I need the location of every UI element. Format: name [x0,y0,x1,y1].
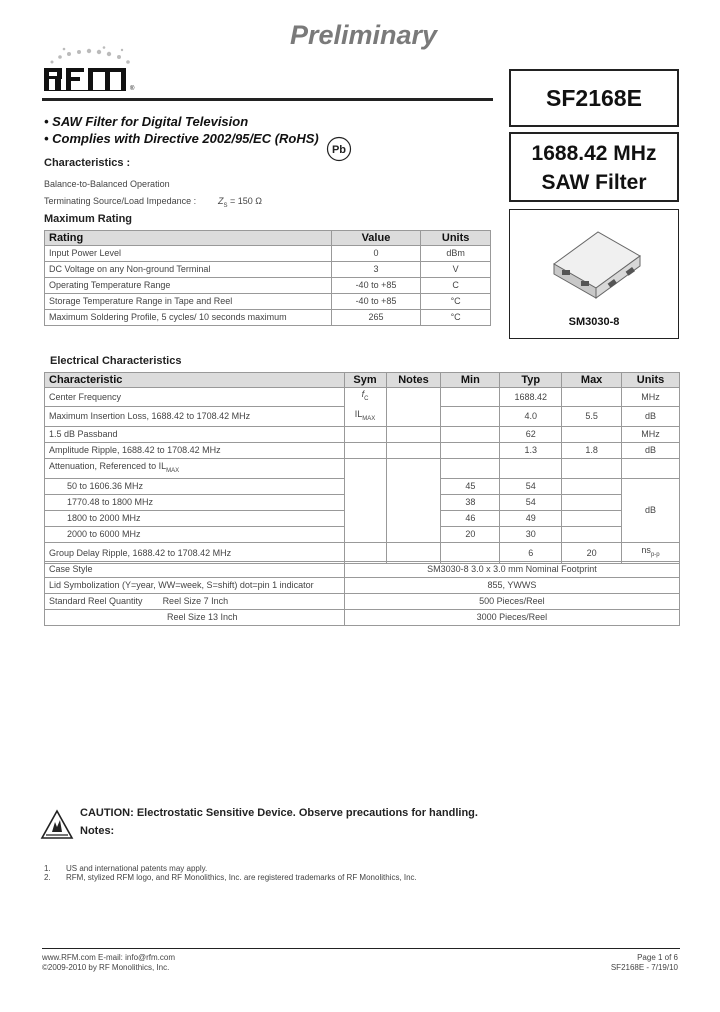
units-cell: MHz [622,388,680,407]
sym-ilmax: IL [354,408,363,419]
attenuation-range: 50 to 1606.36 MHz [45,479,345,495]
max-cell: 5.5 [562,407,622,426]
footer-copyright: ©2009-2010 by RF Monolithics, Inc. [42,963,170,972]
rfm-logo [42,46,142,94]
max-cell [562,479,622,495]
min-cell: 46 [441,511,500,527]
logo-registered-mark: ® [130,86,135,92]
col-value: Value [331,231,421,246]
footnote-2 [44,873,417,882]
footer-web[interactable]: www.RFM.com E-mail: info@rfm.com [42,953,176,962]
electrical-table [44,372,680,564]
rating-cell: Maximum Soldering Profile, 5 cycles/ 10 seconds maximum [45,310,332,326]
min-cell [441,407,500,426]
table-row [45,594,680,610]
typ-cell [500,458,562,479]
filter-type: SAW Filter [541,171,647,194]
footnote-text: US and international patents may apply. [66,864,208,873]
case-style-label: Case Style [45,562,345,578]
typ-cell: 30 [500,527,562,543]
part-number: SF2168E [546,85,642,111]
max-rating-header-row [45,231,491,246]
max-cell: 1.8 [562,442,622,458]
typ-cell: 1.3 [500,442,562,458]
group-delay-label: Group Delay Ripple, 1688.42 to 1708.42 MHz [45,543,345,564]
impedance-symbol: Z [218,196,224,206]
notes-cell [386,458,441,543]
rating-cell: DC Voltage on any Non-ground Terminal [45,262,332,278]
min-cell [441,458,500,479]
characteristics-title: Characteristics : [44,157,131,169]
table-row [45,246,491,262]
attenuation-range: 1770.48 to 1800 MHz [45,495,345,511]
header-rule [42,98,493,101]
units-cell [622,458,680,479]
reel-13-value: 3000 Pieces/Reel [344,610,679,626]
impedance-rest: = 150 Ω [227,196,263,206]
col-units: Units [622,373,680,388]
min-cell: 20 [441,527,500,543]
units-cell: dB [622,442,680,458]
notes-cell [386,442,441,458]
caution-text: CAUTION: Electrostatic Sensitive Device. Observe precautions for handling. [80,807,478,819]
bullet-saw-filter: • SAW Filter for Digital Television [44,114,249,129]
col-units: Units [421,231,491,246]
notes-cell [386,388,441,427]
sym-cell [344,442,386,458]
reel-size-13: Reel Size 13 Inch [45,610,345,626]
impedance-value [218,196,262,209]
sym-cell [344,388,386,427]
typ-cell: 62 [500,426,562,442]
lid-symbolization-label: Lid Symbolization (Y=year, WW=week, S=shift) dot=pin 1 indicator [45,578,345,594]
units-cell: MHz [622,426,680,442]
attenuation-range: 2000 to 6000 MHz [45,527,345,543]
value-cell: 265 [331,310,421,326]
col-characteristic: Characteristic [45,373,345,388]
value-cell: -40 to +85 [331,294,421,310]
attenuation-units: dB [622,479,680,543]
col-rating: Rating [45,231,332,246]
typ-cell: 1688.42 [500,388,562,407]
max-cell [562,388,622,407]
sym-cell [344,458,386,543]
case-style-value: SM3030-8 3.0 x 3.0 mm Nominal Footprint [344,562,679,578]
footnote-number: 1. [44,864,51,873]
insertion-loss-label: Maximum Insertion Loss, 1688.42 to 1708.42 MHz [45,407,345,426]
min-cell: 45 [441,479,500,495]
col-sym: Sym [344,373,386,388]
min-cell [441,426,500,442]
sym-ilmax-sub: MAX [362,415,376,422]
package-label: SM3030-8 [568,316,620,328]
sym-fc: f [361,389,365,399]
max-rating-table [44,230,491,326]
units-cell: dB [622,407,680,426]
table-row [45,262,491,278]
part-number-box [509,69,679,127]
bullet-rohs: • Complies with Directive 2002/95/EC (RoHS) [44,131,319,146]
footer-page: Page 1 of 6 [637,953,678,962]
col-max: Max [562,373,622,388]
attenuation-label [45,458,345,479]
typ-cell: 54 [500,479,562,495]
col-typ: Typ [500,373,562,388]
table-row [45,426,680,442]
sym-fc-sub: C [364,395,369,402]
lead-free-icon [326,136,352,162]
units-cell: °C [421,310,491,326]
reel-7-value: 500 Pieces/Reel [344,594,679,610]
min-cell [441,442,500,458]
attenuation-label-sub: MAX [166,467,180,474]
units-cell: C [421,278,491,294]
reel-size-7: Reel Size 7 Inch [162,596,229,606]
passband-label: 1.5 dB Passband [45,426,345,442]
typ-cell: 4.0 [500,407,562,426]
table-row [45,562,680,578]
col-min: Min [441,373,500,388]
typ-cell: 54 [500,495,562,511]
col-notes: Notes [386,373,441,388]
min-cell: 38 [441,495,500,511]
frequency-value: 1688.42 MHz [531,142,657,165]
table-row [45,388,680,407]
notes-cell [386,426,441,442]
package-illustration [548,226,644,306]
group-delay-units-sub: p-p [650,552,660,559]
notes-title: Notes: [80,825,115,837]
frequency-box [509,132,679,202]
lid-symbolization-value: 855, YWWS [344,578,679,594]
package-image-box [509,209,679,339]
max-cell [562,495,622,511]
footer-doc: SF2168E - 7/19/10 [610,963,678,972]
reel-quantity-text: Standard Reel Quantity [49,596,143,606]
footnote-text: RFM, stylized RFM logo, and RF Monolithics, Inc. are registered trademarks of RF Monolithics, Inc. [66,873,417,882]
rating-cell: Operating Temperature Range [45,278,332,294]
reel-quantity-label [45,594,345,610]
electrical-title: Electrical Characteristics [50,355,182,367]
units-cell: dBm [421,246,491,262]
rating-cell: Input Power Level [45,246,332,262]
footnote-number: 2. [44,873,51,882]
max-rating-title: Maximum Rating [44,213,133,225]
units-cell: V [421,262,491,278]
table-row [45,458,680,479]
max-cell [562,458,622,479]
table-row [45,294,491,310]
units-cell: °C [421,294,491,310]
sym-cell [344,426,386,442]
attenuation-label-text: Attenuation, Referenced to IL [49,460,167,471]
max-cell: 20 [562,543,622,564]
preliminary-heading: Preliminary [290,20,438,50]
impedance-label: Terminating Source/Load Impedance : [44,196,197,206]
center-frequency-label: Center Frequency [45,388,345,407]
value-cell: -40 to +85 [331,278,421,294]
table-row [45,278,491,294]
ripple-label: Amplitude Ripple, 1688.42 to 1708.42 MHz [45,442,345,458]
impedance-sub: S [223,202,228,209]
typ-cell: 49 [500,511,562,527]
footer-rule [42,948,680,949]
value-cell: 3 [331,262,421,278]
max-cell [562,426,622,442]
lead-free-icon-text: Pb [331,144,347,156]
balance-operation: Balance-to-Balanced Operation [44,179,170,189]
table-row [45,442,680,458]
electrical-header-row [45,373,680,388]
max-cell [562,511,622,527]
table-row [45,578,680,594]
rating-cell: Storage Temperature Range in Tape and Reel [45,294,332,310]
value-cell: 0 [331,246,421,262]
esd-warning-icon [40,808,74,842]
group-delay-units: ns [641,545,651,556]
table-row [45,310,491,326]
footnote-1 [44,864,207,873]
max-cell [562,527,622,543]
package-table [44,561,680,626]
min-cell [441,388,500,407]
typ-cell: 6 [500,543,562,564]
table-row [45,610,680,626]
attenuation-range: 1800 to 2000 MHz [45,511,345,527]
